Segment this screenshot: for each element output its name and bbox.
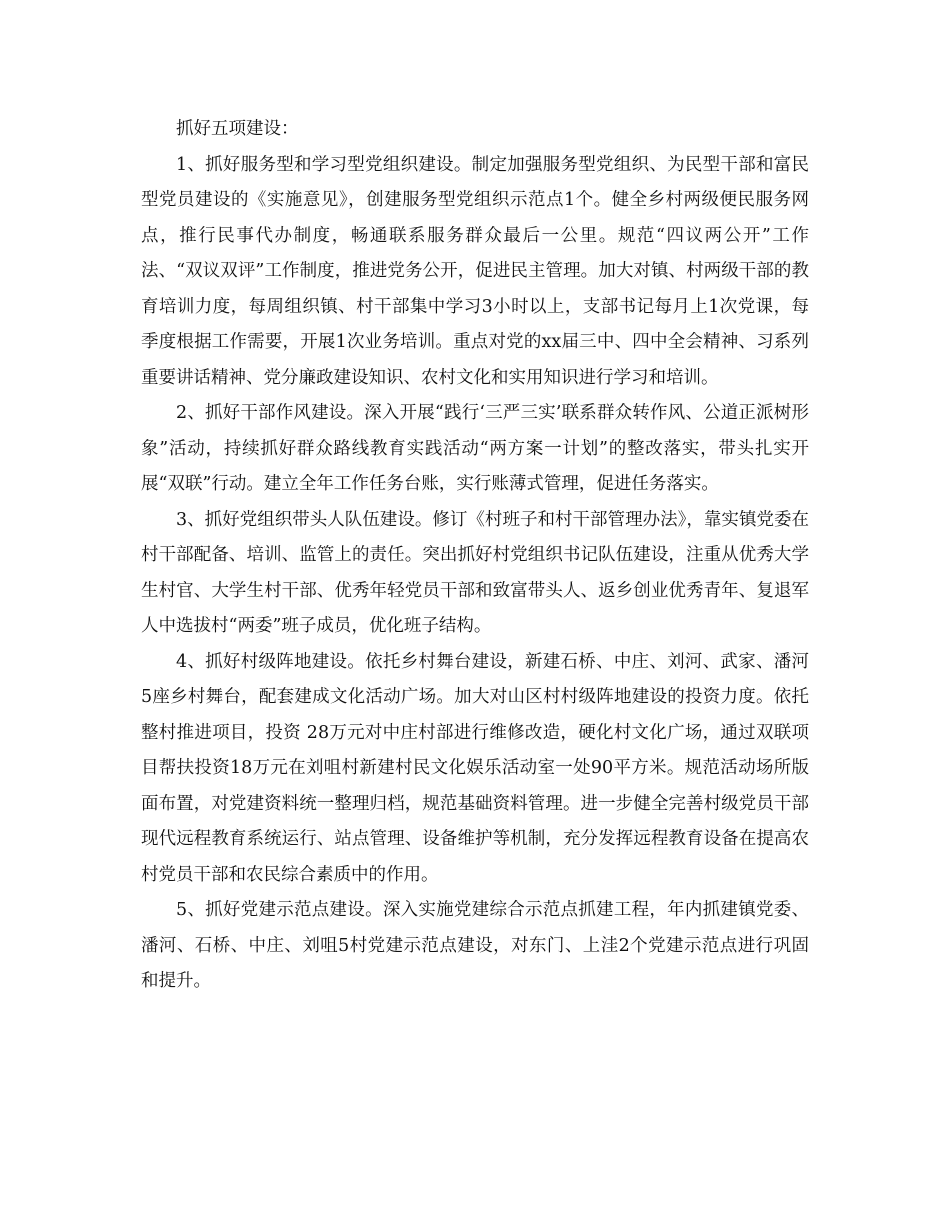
paragraph-1: 1、抓好服务型和学习型党组织建设。制定加强服务型党组织、为民型干部和富民型党员建设的《实施意见》，创建服务型党组织示范点1个。健全乡村两级便民服务网点，推行民事代办制度，畅通联系服务群众最后一公里。规范“四议两公开”工作法、“双议双评”工作制度，推进党务公开，促进民主管理。加大对镇、村两级干部的教育培训力度，每周组织镇、村干部集中学习3小时以上，支部书记每月上1次党课，每季度根据工作需要，开展1次业务培训。重点对党的xx届三中、四中全会精神、习系列重要讲话精神、党分廉政建设知识、农村文化和实用知识进行学习和培训。 [141, 154, 809, 388]
paragraph-4: 4、抓好村级阵地建设。依托乡村舞台建设，新建石桥、中庄、刘河、武家、潘河5座乡村舞台，配套建成文化活动广场。加大对山区村村级阵地建设的投资力度。依托整村推进项目，投资 28万元对中庄村部进行维修改造，硬化村文化广场，通过双联项目帮扶投资18万元在刘咀村新建村民文化娱乐活动室一处90平方米。规范活动场所版面布置，对党建资料统一整理归档，规范基础资料管理。进一步健全完善村级党员干部现代远程教育系统运行、站点管理、设备维护等机制，充分发挥远程教育设备在提高农村党员干部和农民综合素质中的作用。 [141, 651, 809, 885]
paragraph-5: 5、抓好党建示范点建设。深入实施党建综合示范点抓建工程，年内抓建镇党委、潘河、石桥、中庄、刘咀5村党建示范点建设，对东门、上洼2个党建示范点进行巩固和提升。 [141, 900, 809, 991]
section-heading: 抓好五项建设： [176, 119, 299, 139]
document-body [141, 112, 809, 1000]
paragraph-2: 2、抓好干部作风建设。深入开展“践行‘三严三实’联系群众转作风、公道正派树形象”活动，持续抓好群众路线教育实践活动“两方案一计划”的整改落实，带头扎实开展“双联”行动。建立全年工作任务台账，实行账薄式管理，促进任务落实。 [141, 403, 809, 494]
paragraph-3: 3、抓好党组织带头人队伍建设。修订《村班子和村干部管理办法》，靠实镇党委在村干部配备、培训、监管上的责任。突出抓好村党组织书记队伍建设，注重从优秀大学生村官、大学生村干部、优秀年轻党员干部和致富带头人、返乡创业优秀青年、复退军人中选拔村“两委”班子成员，优化班子结构。 [141, 509, 809, 636]
